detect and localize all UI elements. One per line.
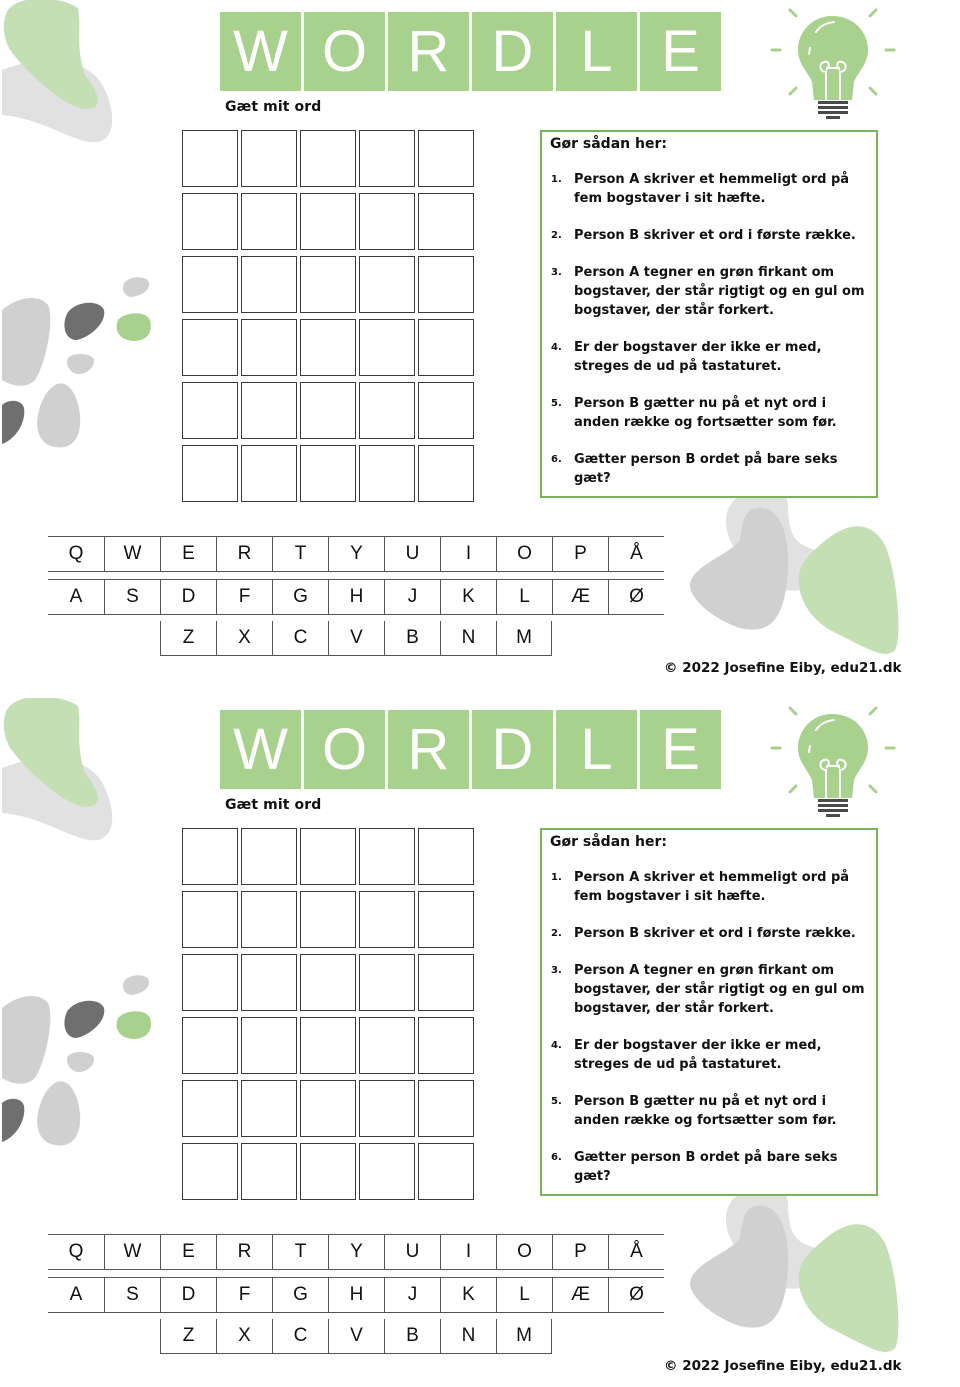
blob-green-top-left <box>4 698 98 807</box>
instructions-list <box>550 170 868 488</box>
blob-dark-left-1 <box>64 303 104 340</box>
keyboard-key[interactable]: P <box>552 537 608 571</box>
keyboard-row-1 <box>48 1234 664 1270</box>
guess-cell[interactable] <box>241 445 297 502</box>
instruction-step <box>550 338 868 376</box>
guess-cell[interactable] <box>300 130 356 187</box>
keyboard-row-2 <box>48 1277 664 1313</box>
keyboard-key[interactable]: W <box>104 537 160 571</box>
blob-green-small <box>117 313 151 341</box>
guess-cell[interactable] <box>182 891 238 948</box>
guess-cell[interactable] <box>359 382 415 439</box>
blob-light-gray-br <box>726 1184 833 1289</box>
step-text: Person A tegner en grøn firkant om bogstaver, der står rigtigt og en gul om bogstaver, der står forkert. <box>574 963 865 1016</box>
guess-cell[interactable] <box>241 256 297 313</box>
lightbulb-icon <box>768 700 898 820</box>
guess-cell[interactable] <box>359 319 415 376</box>
guess-cell[interactable] <box>241 954 297 1011</box>
keyboard-key[interactable]: Ø <box>608 1278 664 1312</box>
step-number: 5. <box>551 1096 562 1107</box>
guess-cell[interactable] <box>300 1017 356 1074</box>
blob-gray-left-lower <box>37 383 80 447</box>
copyright-footer: © 2022 Josefine Eiby, edu21.dk <box>664 1358 902 1374</box>
blob-gray-small-1 <box>123 277 149 297</box>
keyboard-key[interactable]: N <box>440 1319 496 1353</box>
keyboard-key[interactable]: X <box>216 621 272 655</box>
guess-cell[interactable] <box>241 382 297 439</box>
keyboard-key[interactable]: I <box>440 537 496 571</box>
keyboard-key[interactable]: G <box>272 580 328 614</box>
keyboard-key[interactable]: C <box>272 621 328 655</box>
guess-cell[interactable] <box>359 891 415 948</box>
guess-cell[interactable] <box>418 382 474 439</box>
wordle-title <box>220 710 721 789</box>
guess-cell[interactable] <box>241 828 297 885</box>
guess-cell[interactable] <box>241 1080 297 1137</box>
guess-cell[interactable] <box>182 382 238 439</box>
blob-gray-br <box>690 1206 788 1328</box>
guess-cell[interactable] <box>182 319 238 376</box>
step-number: 5. <box>551 398 562 409</box>
keyboard-key[interactable]: K <box>440 1278 496 1312</box>
keyboard-key[interactable]: V <box>328 1319 384 1353</box>
subtitle: Gæt mit ord <box>225 797 322 813</box>
title-tile: D <box>472 12 553 91</box>
keyboard-row-3 <box>160 621 552 656</box>
blob-gray-left-large <box>2 996 50 1084</box>
keyboard-key[interactable]: H <box>328 580 384 614</box>
guess-cell[interactable] <box>359 828 415 885</box>
guess-cell[interactable] <box>300 1143 356 1200</box>
keyboard-key[interactable]: J <box>384 580 440 614</box>
guess-cell[interactable] <box>418 1143 474 1200</box>
guess-cell[interactable] <box>418 891 474 948</box>
blob-green-br <box>799 1224 899 1352</box>
keyboard-key[interactable]: E <box>160 537 216 571</box>
guess-cell[interactable] <box>418 319 474 376</box>
guess-cell[interactable] <box>418 445 474 502</box>
guess-cell[interactable] <box>359 1080 415 1137</box>
title-tile: E <box>640 12 721 91</box>
blob-dark-left-1 <box>64 1001 104 1038</box>
guess-cell[interactable] <box>418 193 474 250</box>
step-text: Person B skriver et ord i første række. <box>574 228 856 243</box>
guess-cell[interactable] <box>418 1017 474 1074</box>
guess-cell[interactable] <box>300 891 356 948</box>
step-text: Person B skriver et ord i første række. <box>574 926 856 941</box>
keyboard-key[interactable]: Ø <box>608 580 664 614</box>
keyboard-key[interactable]: F <box>216 1278 272 1312</box>
guess-cell[interactable] <box>241 130 297 187</box>
guess-cell[interactable] <box>241 319 297 376</box>
guess-cell[interactable] <box>182 1143 238 1200</box>
step-number: 1. <box>551 174 562 185</box>
blob-dark-left-2 <box>2 401 24 444</box>
step-text: Person B gætter nu på et nyt ord i anden række og fortsætter som før. <box>574 396 837 430</box>
keyboard-key[interactable]: I <box>440 1235 496 1269</box>
guess-cell[interactable] <box>241 891 297 948</box>
instruction-step <box>550 1148 868 1186</box>
keyboard-key[interactable]: R <box>216 537 272 571</box>
keyboard-key[interactable]: B <box>384 1319 440 1353</box>
instruction-step <box>550 1036 868 1074</box>
title-tile: R <box>388 710 469 789</box>
keyboard-row-3 <box>160 1319 552 1354</box>
guess-cell[interactable] <box>359 193 415 250</box>
guess-cell[interactable] <box>359 445 415 502</box>
instructions-box <box>540 130 878 498</box>
guess-cell[interactable] <box>241 193 297 250</box>
keyboard-key[interactable]: Q <box>68 1241 84 1262</box>
copyright-footer: © 2022 Josefine Eiby, edu21.dk <box>664 660 902 676</box>
wordle-title <box>220 12 721 91</box>
guess-cell[interactable] <box>300 828 356 885</box>
step-text: Er der bogstaver der ikke er med, streges de ud på tastaturet. <box>574 1038 822 1072</box>
instruction-step <box>550 170 868 208</box>
keyboard-key[interactable]: K <box>440 580 496 614</box>
keyboard-key[interactable]: O <box>496 1235 552 1269</box>
guess-cell[interactable] <box>182 1017 238 1074</box>
keyboard-key[interactable]: X <box>216 1319 272 1353</box>
title-tile: L <box>556 12 637 91</box>
guess-cell[interactable] <box>359 130 415 187</box>
keyboard-key[interactable]: V <box>328 621 384 655</box>
title-tile: O <box>304 12 385 91</box>
title-tile: R <box>388 12 469 91</box>
guess-cell[interactable] <box>418 954 474 1011</box>
guess-cell[interactable] <box>182 1080 238 1137</box>
guess-cell[interactable] <box>182 256 238 313</box>
title-tile: E <box>640 710 721 789</box>
step-text: Person B gætter nu på et nyt ord i anden række og fortsætter som før. <box>574 1094 837 1128</box>
keyboard-key[interactable]: H <box>328 1278 384 1312</box>
keyboard-key[interactable]: Æ <box>552 1278 608 1312</box>
keyboard-key[interactable]: D <box>160 580 216 614</box>
blob-gray-left-lower <box>37 1081 80 1145</box>
keyboard-key[interactable]: Z <box>160 621 216 655</box>
guess-cell[interactable] <box>418 256 474 313</box>
title-tile: W <box>220 710 301 789</box>
keyboard-key[interactable]: C <box>272 1319 328 1353</box>
keyboard-row-2 <box>48 579 664 615</box>
step-text: Person A skriver et hemmeligt ord på fem bogstaver i sit hæfte. <box>574 172 850 206</box>
guess-cell[interactable] <box>182 954 238 1011</box>
step-number: 2. <box>551 928 562 939</box>
keyboard-key[interactable]: J <box>384 1278 440 1312</box>
guess-grid <box>182 828 474 1200</box>
keyboard-key[interactable]: N <box>440 621 496 655</box>
guess-cell[interactable] <box>182 445 238 502</box>
guess-cell[interactable] <box>182 193 238 250</box>
keyboard-key[interactable]: L <box>496 580 552 614</box>
blob-gray-small-2 <box>67 1052 94 1072</box>
blob-gray-left-large <box>2 298 50 386</box>
keyboard-key[interactable]: E <box>160 1235 216 1269</box>
guess-cell[interactable] <box>241 1143 297 1200</box>
step-number: 3. <box>551 267 562 278</box>
guess-cell[interactable] <box>182 828 238 885</box>
step-number: 3. <box>551 965 562 976</box>
step-number: 4. <box>551 1040 562 1051</box>
instruction-step <box>550 450 868 488</box>
guess-cell[interactable] <box>359 1143 415 1200</box>
instructions-heading: Gør sådan her: <box>550 136 667 152</box>
keyboard-key[interactable]: R <box>216 1235 272 1269</box>
keyboard-key[interactable]: Y <box>328 537 384 571</box>
guess-cell[interactable] <box>359 954 415 1011</box>
lightbulb-icon <box>768 2 898 122</box>
keyboard-key[interactable]: S <box>104 580 160 614</box>
blob-dark-left-2 <box>2 1099 24 1142</box>
keyboard-key[interactable]: Å <box>608 537 664 571</box>
keyboard-key[interactable]: G <box>272 1278 328 1312</box>
keyboard-key[interactable]: O <box>496 537 552 571</box>
guess-cell[interactable] <box>300 193 356 250</box>
keyboard-key[interactable]: B <box>384 621 440 655</box>
step-text: Gætter person B ordet på bare seks gæt? <box>574 1150 838 1184</box>
step-number: 2. <box>551 230 562 241</box>
blob-light-gray-br <box>726 486 833 591</box>
keyboard-key[interactable]: M <box>496 1319 552 1353</box>
guess-cell[interactable] <box>241 1017 297 1074</box>
step-text: Person A skriver et hemmeligt ord på fem bogstaver i sit hæfte. <box>574 870 850 904</box>
keyboard-key[interactable]: M <box>496 621 552 655</box>
worksheet-2 <box>0 698 960 1387</box>
step-number: 1. <box>551 872 562 883</box>
instructions-list <box>550 868 868 1186</box>
keyboard-key[interactable]: Q <box>68 543 84 564</box>
blob-green-br <box>799 526 899 654</box>
instructions-heading: Gør sådan her: <box>550 834 667 850</box>
instruction-step <box>550 924 868 943</box>
title-tile: D <box>472 710 553 789</box>
instruction-step <box>550 961 868 1018</box>
blob-gray-top-left <box>2 758 112 840</box>
guess-cell[interactable] <box>300 1080 356 1137</box>
keyboard-key[interactable]: Y <box>328 1235 384 1269</box>
title-tile: O <box>304 710 385 789</box>
instruction-step <box>550 1092 868 1130</box>
keyboard-key[interactable]: A <box>69 586 83 607</box>
instruction-step <box>550 868 868 906</box>
keyboard-key[interactable]: U <box>384 1235 440 1269</box>
guess-cell[interactable] <box>418 1080 474 1137</box>
guess-cell[interactable] <box>300 382 356 439</box>
step-text: Person A tegner en grøn firkant om bogstaver, der står rigtigt og en gul om bogstaver, der står forkert. <box>574 265 865 318</box>
keyboard-key[interactable]: D <box>160 1278 216 1312</box>
blob-gray-top-left <box>2 60 112 142</box>
instruction-step <box>550 226 868 245</box>
keyboard-key[interactable]: Z <box>160 1319 216 1353</box>
blob-green-small <box>117 1011 151 1039</box>
keyboard-key[interactable]: L <box>496 1278 552 1312</box>
guess-cell[interactable] <box>300 954 356 1011</box>
instruction-step <box>550 394 868 432</box>
step-number: 4. <box>551 342 562 353</box>
step-text: Er der bogstaver der ikke er med, streges de ud på tastaturet. <box>574 340 822 374</box>
guess-cell[interactable] <box>359 256 415 313</box>
guess-cell[interactable] <box>300 256 356 313</box>
guess-cell[interactable] <box>418 130 474 187</box>
title-tile: W <box>220 12 301 91</box>
guess-grid <box>182 130 474 502</box>
keyboard-key[interactable]: F <box>216 580 272 614</box>
guess-cell[interactable] <box>418 828 474 885</box>
keyboard-row-1 <box>48 536 664 572</box>
guess-cell[interactable] <box>182 130 238 187</box>
guess-cell[interactable] <box>300 319 356 376</box>
step-text: Gætter person B ordet på bare seks gæt? <box>574 452 838 486</box>
guess-cell[interactable] <box>359 1017 415 1074</box>
keyboard-key[interactable]: A <box>69 1284 83 1305</box>
blob-gray-br <box>690 508 788 630</box>
keyboard-key[interactable]: W <box>104 1235 160 1269</box>
instruction-step <box>550 263 868 320</box>
keyboard-key[interactable]: Å <box>608 1235 664 1269</box>
keyboard-key[interactable]: U <box>384 537 440 571</box>
instructions-box <box>540 828 878 1196</box>
keyboard-key[interactable]: P <box>552 1235 608 1269</box>
keyboard-key[interactable]: S <box>104 1278 160 1312</box>
step-number: 6. <box>551 454 562 465</box>
step-number: 6. <box>551 1152 562 1163</box>
blob-green-top-left <box>4 0 98 109</box>
blob-gray-small-1 <box>123 975 149 995</box>
title-tile: L <box>556 710 637 789</box>
subtitle: Gæt mit ord <box>225 99 322 115</box>
guess-cell[interactable] <box>300 445 356 502</box>
blob-gray-small-2 <box>67 354 94 374</box>
keyboard-key[interactable]: T <box>272 1235 328 1269</box>
keyboard-key[interactable]: T <box>272 537 328 571</box>
keyboard-key[interactable]: Æ <box>552 580 608 614</box>
